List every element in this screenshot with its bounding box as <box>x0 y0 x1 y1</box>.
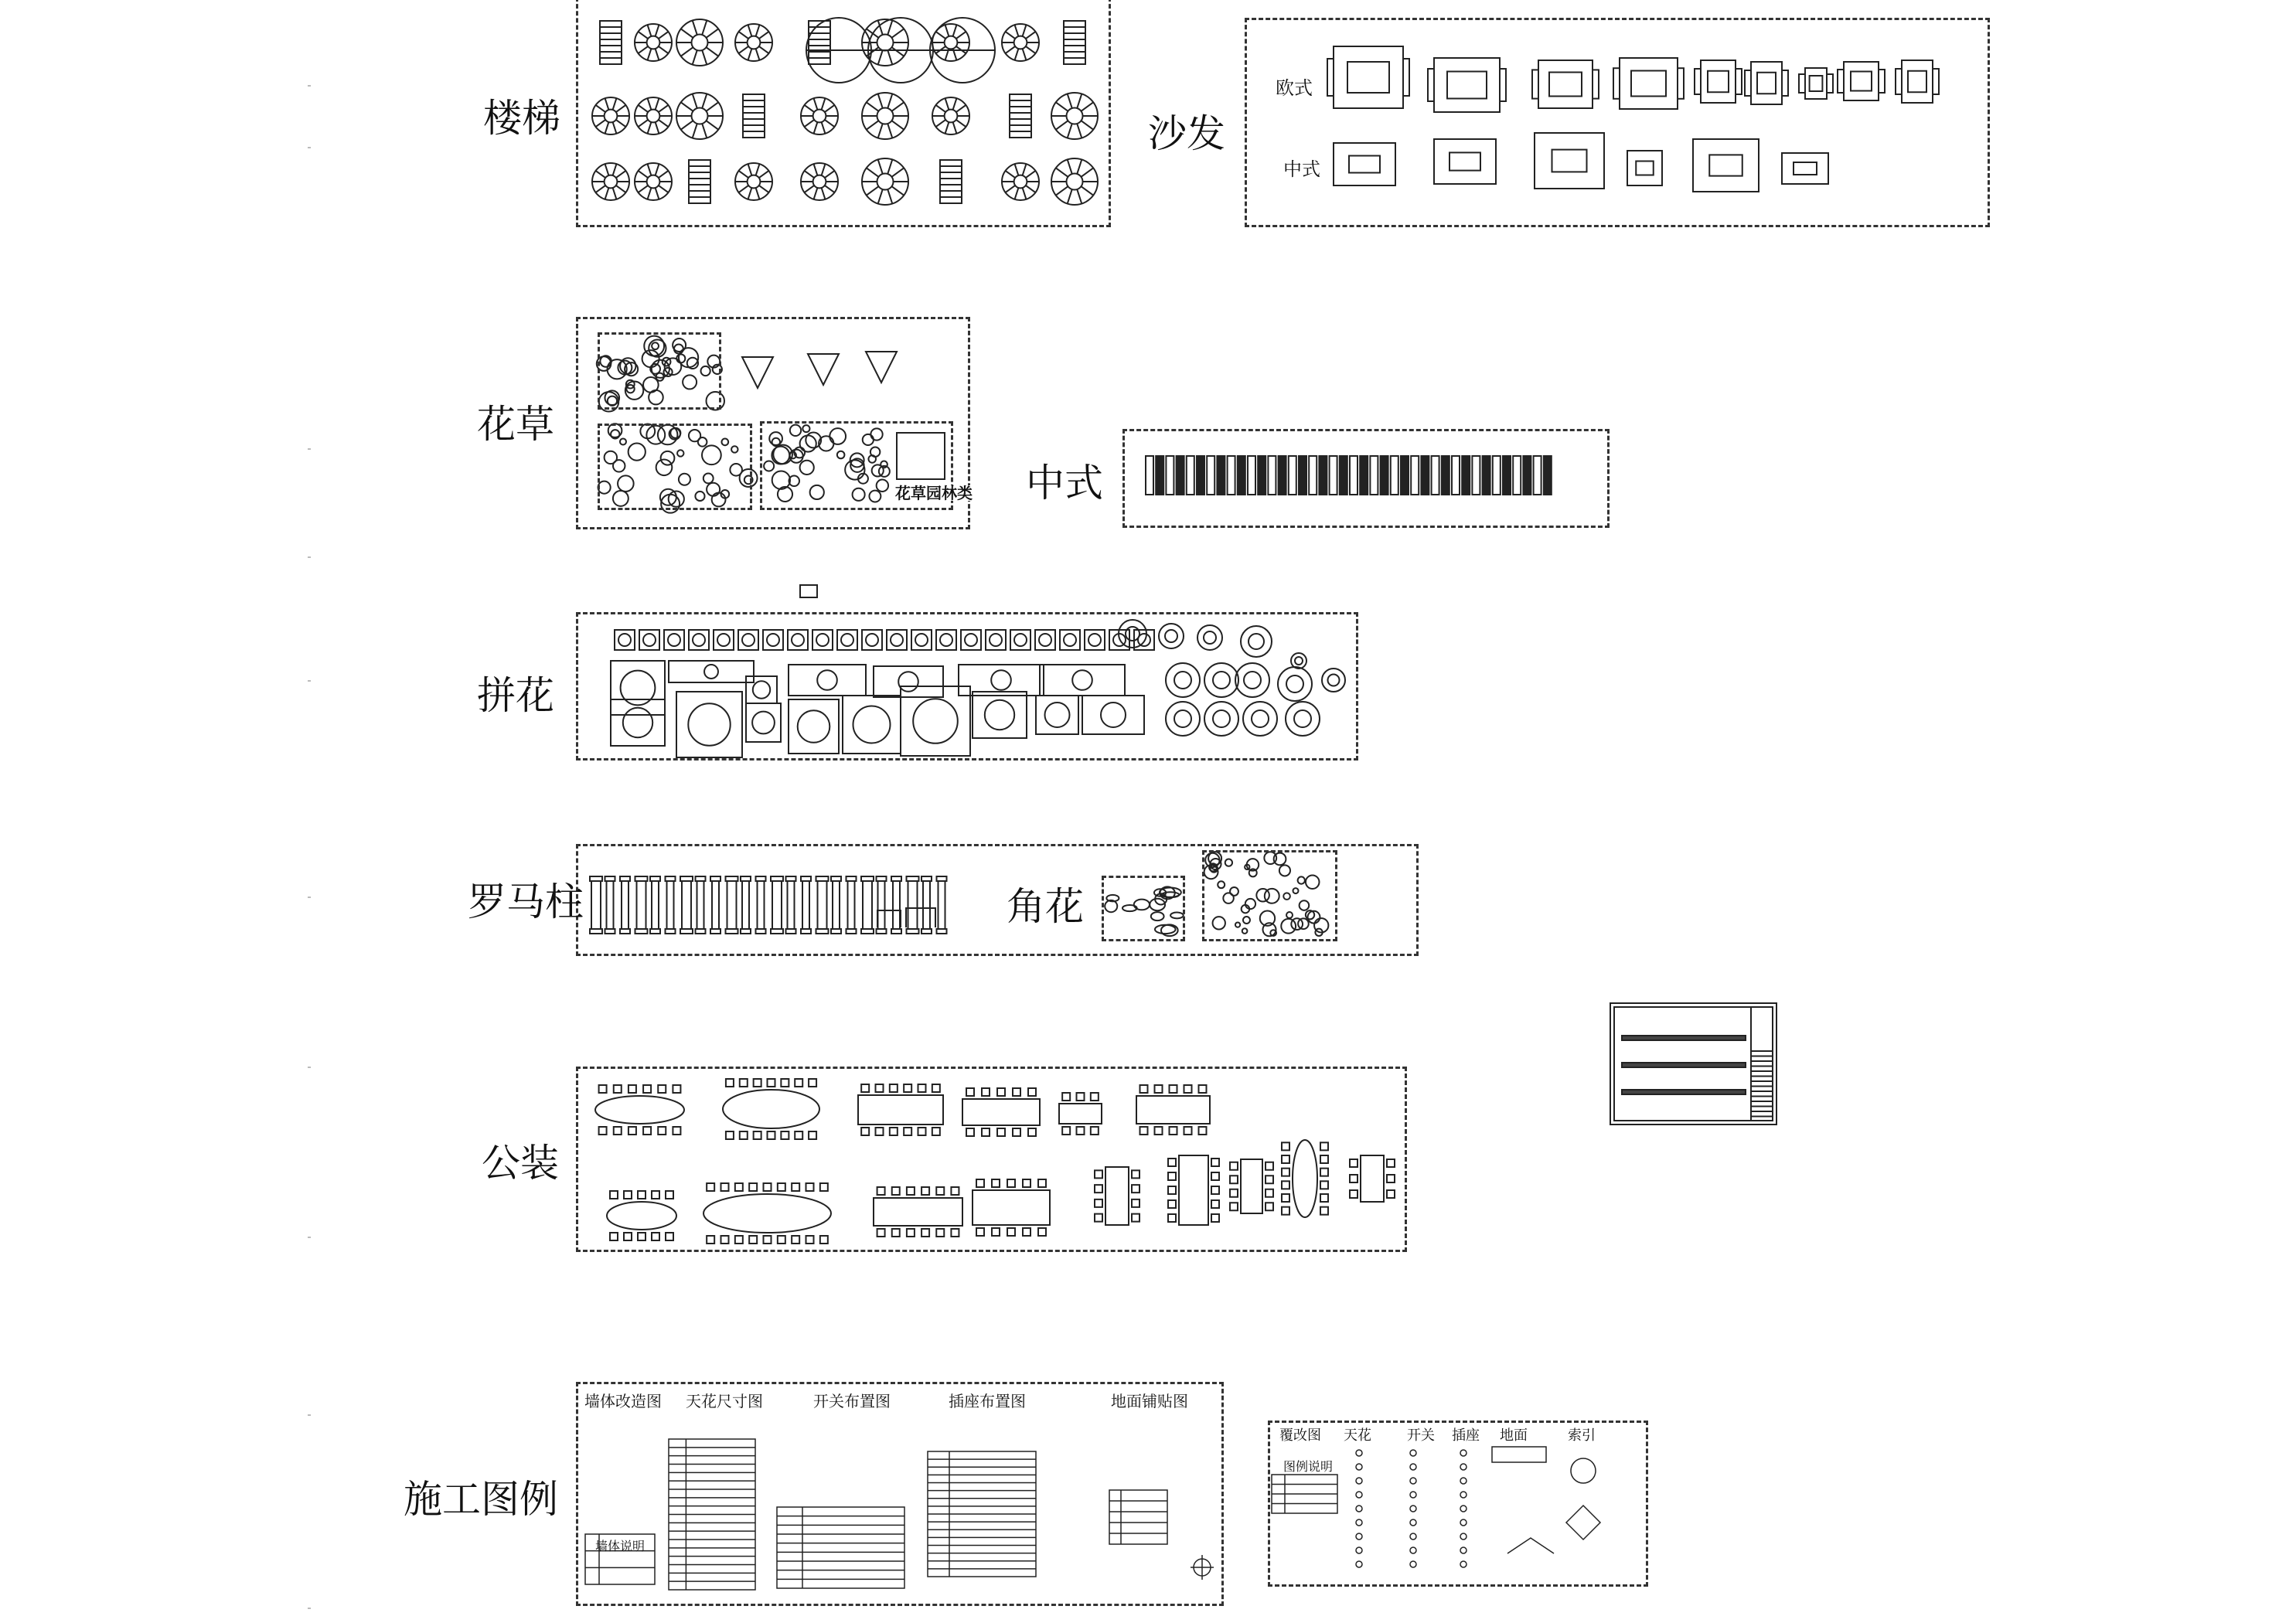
title-block-strip <box>1622 1036 1746 1040</box>
margin-tick <box>308 85 311 87</box>
category-label-corner-flower: 角花 <box>1007 884 1084 929</box>
margin-tick <box>308 556 311 558</box>
chinese-frame <box>1122 429 1610 528</box>
sofa-row-label-chinese: 中式 <box>1283 158 1320 180</box>
category-label-office: 公装 <box>482 1141 559 1186</box>
legend-header-socket: 插座布置图 <box>949 1392 1026 1410</box>
margin-tick <box>308 1608 311 1609</box>
plants-tag-label: 花草园林类 <box>895 484 973 502</box>
category-label-parquet: 拼花 <box>477 673 554 718</box>
title-block-strip <box>1622 1090 1746 1094</box>
parquet-frame <box>576 612 1358 760</box>
sofa-frame <box>1245 18 1990 227</box>
category-label-chinese: 中式 <box>1026 461 1103 505</box>
category-label-plants: 花草 <box>477 402 554 447</box>
legend2-header-1: 天花 <box>1344 1427 1371 1444</box>
margin-tick <box>308 680 311 682</box>
category-label-sofa: 沙发 <box>1148 111 1225 156</box>
sofa-row-label-european: 欧式 <box>1276 77 1313 99</box>
corner-subframe-1 <box>1102 876 1185 941</box>
title-block-sheet <box>1610 1003 1777 1125</box>
legend2-header-3: 插座 <box>1452 1427 1480 1444</box>
legend2-header-2: 开关 <box>1407 1427 1435 1444</box>
legend2-header-5: 索引 <box>1568 1427 1596 1444</box>
legend-header-ceiling: 天花尺寸图 <box>686 1392 763 1410</box>
title-block-strip <box>1622 1063 1746 1067</box>
category-label-roman-column: 罗马柱 <box>468 880 584 924</box>
margin-tick <box>308 897 311 898</box>
legend-header-floor: 地面铺贴图 <box>1111 1392 1188 1410</box>
category-label-stairs: 楼梯 <box>483 96 560 141</box>
plants-subframe-1 <box>598 332 721 410</box>
legend-header-wall: 墙体改造图 <box>584 1392 662 1410</box>
corner-subframe-2 <box>1202 850 1337 941</box>
margin-tick <box>308 147 311 148</box>
legend2-box-title: 图例说明 <box>1283 1459 1334 1474</box>
margin-tick <box>308 448 311 450</box>
legend-box-title: 墙体说明 <box>595 1539 646 1553</box>
margin-tick <box>308 1067 311 1068</box>
parquet-small-marker <box>800 585 817 597</box>
office-frame <box>576 1067 1407 1252</box>
stairs-frame <box>576 0 1111 227</box>
legend-header-switch: 开关布置图 <box>813 1392 891 1410</box>
margin-tick <box>308 1237 311 1238</box>
margin-tick <box>308 1414 311 1416</box>
legend2-frame <box>1268 1421 1648 1587</box>
category-label-legend: 施工图例 <box>404 1477 558 1522</box>
legend-frame <box>576 1382 1224 1606</box>
legend2-header-4: 地面 <box>1500 1427 1528 1444</box>
legend2-header-0: 覆改图 <box>1279 1427 1321 1444</box>
plants-subframe-2 <box>598 424 752 510</box>
